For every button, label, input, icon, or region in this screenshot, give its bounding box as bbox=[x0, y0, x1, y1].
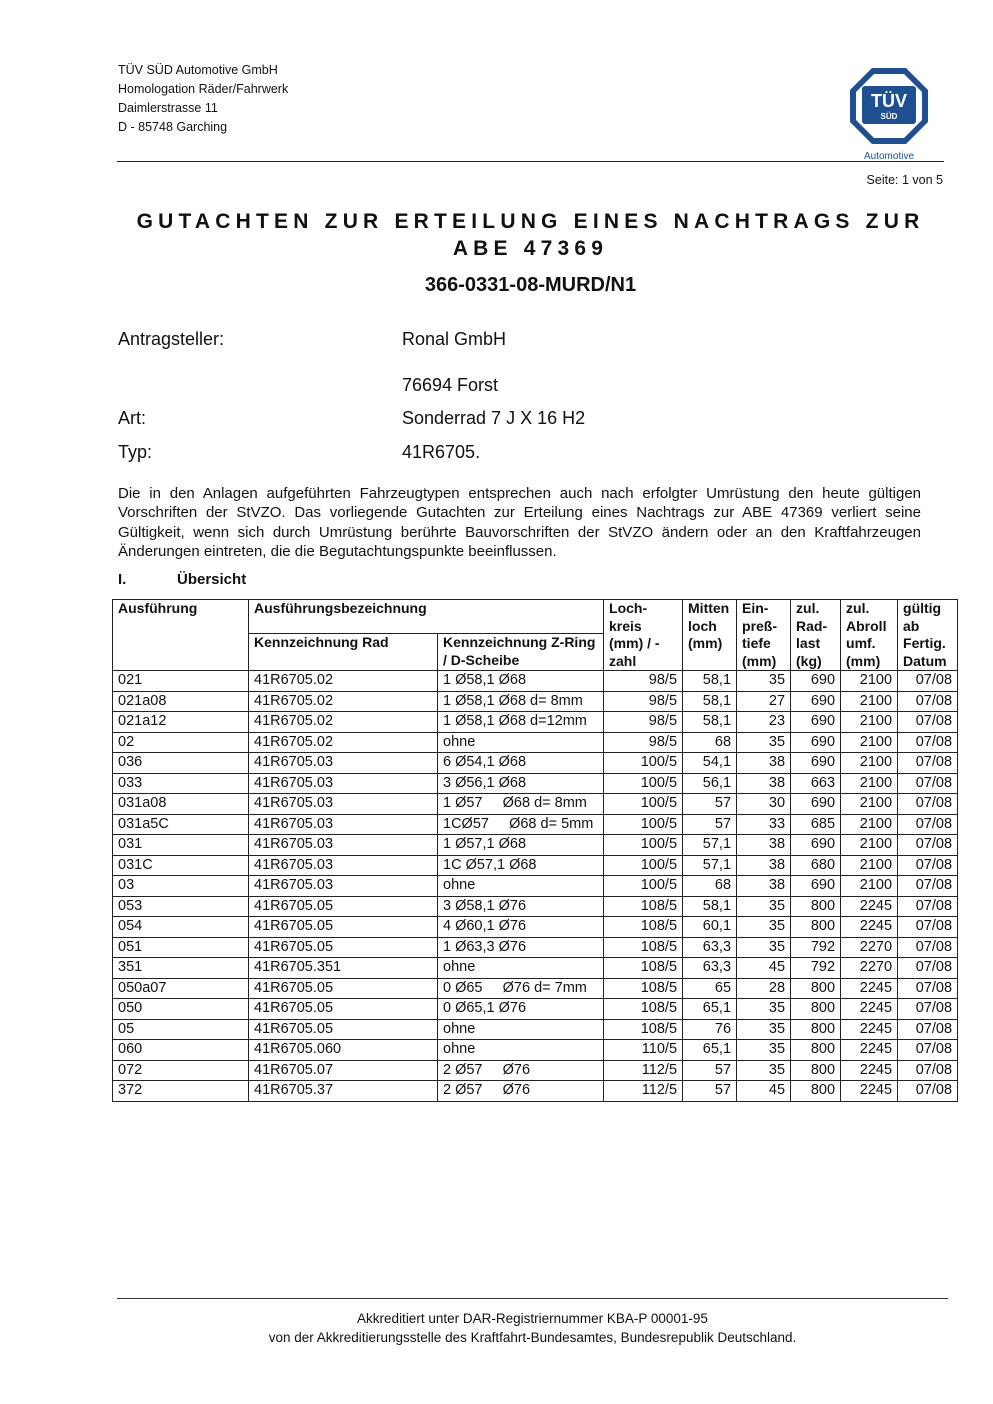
header-ausfuehrung: Ausführung bbox=[113, 600, 249, 671]
mittenloch-cell: 58,1 bbox=[683, 712, 737, 733]
abroll-cell: 2245 bbox=[841, 1081, 898, 1102]
header-radlast: zul. Rad-last (kg) bbox=[791, 600, 841, 671]
radlast-cell: 800 bbox=[791, 1040, 841, 1061]
gueltig-cell: 07/08 bbox=[898, 671, 958, 692]
lochkreis-cell: 100/5 bbox=[604, 855, 683, 876]
table-row bbox=[113, 1081, 958, 1102]
kenn-ring-cell: ohne bbox=[438, 1019, 604, 1040]
table-row bbox=[113, 835, 958, 856]
radlast-cell: 680 bbox=[791, 855, 841, 876]
ausfuehrung-cell: 031a5C bbox=[113, 814, 249, 835]
gueltig-cell: 07/08 bbox=[898, 937, 958, 958]
mittenloch-cell: 63,3 bbox=[683, 937, 737, 958]
type-row bbox=[118, 408, 586, 429]
einpress-cell: 35 bbox=[737, 999, 791, 1020]
kenn-rad-cell: 41R6705.07 bbox=[249, 1060, 438, 1081]
gueltig-cell: 07/08 bbox=[898, 917, 958, 938]
kenn-rad-cell: 41R6705.37 bbox=[249, 1081, 438, 1102]
kenn-ring-cell: 6 Ø54,1 Ø68 bbox=[438, 753, 604, 774]
ausfuehrung-cell: 372 bbox=[113, 1081, 249, 1102]
model-row bbox=[118, 442, 481, 463]
lochkreis-cell: 110/5 bbox=[604, 1040, 683, 1061]
einpress-cell: 38 bbox=[737, 835, 791, 856]
table-row bbox=[113, 773, 958, 794]
gueltig-cell: 07/08 bbox=[898, 896, 958, 917]
mittenloch-cell: 58,1 bbox=[683, 671, 737, 692]
ausfuehrung-cell: 031C bbox=[113, 855, 249, 876]
kenn-rad-cell: 41R6705.02 bbox=[249, 691, 438, 712]
logo-caption: Automotive bbox=[863, 151, 915, 162]
kenn-rad-cell: 41R6705.05 bbox=[249, 917, 438, 938]
header-gueltig: gültig ab Fertig. Datum bbox=[898, 600, 958, 671]
section-number: I. bbox=[118, 571, 127, 588]
abroll-cell: 2270 bbox=[841, 937, 898, 958]
logo-text: TÜV bbox=[871, 91, 907, 111]
mittenloch-cell: 57 bbox=[683, 814, 737, 835]
einpress-cell: 38 bbox=[737, 876, 791, 897]
table-row bbox=[113, 896, 958, 917]
ausfuehrung-cell: 050a07 bbox=[113, 978, 249, 999]
abroll-cell: 2245 bbox=[841, 978, 898, 999]
kenn-rad-cell: 41R6705.03 bbox=[249, 814, 438, 835]
kenn-ring-cell: 1 Ø58,1 Ø68 d=12mm bbox=[438, 712, 604, 733]
einpress-cell: 35 bbox=[737, 1019, 791, 1040]
radlast-cell: 690 bbox=[791, 794, 841, 815]
table-row bbox=[113, 732, 958, 753]
table-row bbox=[113, 794, 958, 815]
kenn-rad-cell: 41R6705.060 bbox=[249, 1040, 438, 1061]
type-label: Art: bbox=[118, 408, 147, 428]
einpress-cell: 35 bbox=[737, 671, 791, 692]
kenn-ring-cell: 1 Ø57,1 Ø68 bbox=[438, 835, 604, 856]
ausfuehrung-cell: 351 bbox=[113, 958, 249, 979]
model-value: 41R6705. bbox=[402, 442, 481, 462]
table-row bbox=[113, 753, 958, 774]
tuev-sued-logo bbox=[848, 66, 930, 162]
mittenloch-cell: 57 bbox=[683, 1081, 737, 1102]
lochkreis-cell: 100/5 bbox=[604, 814, 683, 835]
footer-line-2: von der Akkreditierungsstelle des Kraftfahrt-Bundesamtes, Bundesrepublik Deutschland. bbox=[268, 1330, 797, 1345]
lochkreis-cell: 108/5 bbox=[604, 1019, 683, 1040]
radlast-cell: 800 bbox=[791, 1060, 841, 1081]
kenn-ring-cell: 1CØ57 Ø68 d= 5mm bbox=[438, 814, 604, 835]
einpress-cell: 35 bbox=[737, 937, 791, 958]
table-row bbox=[113, 958, 958, 979]
model-label: Typ: bbox=[118, 442, 153, 462]
abroll-cell: 2100 bbox=[841, 671, 898, 692]
table-row bbox=[113, 671, 958, 692]
address-line: D - 85748 Garching bbox=[118, 120, 228, 134]
ausfuehrung-cell: 060 bbox=[113, 1040, 249, 1061]
lochkreis-cell: 108/5 bbox=[604, 958, 683, 979]
radlast-cell: 690 bbox=[791, 732, 841, 753]
header-abroll: zul. Abroll umf. (mm) bbox=[841, 600, 898, 671]
mittenloch-cell: 57,1 bbox=[683, 855, 737, 876]
radlast-cell: 800 bbox=[791, 978, 841, 999]
radlast-cell: 690 bbox=[791, 712, 841, 733]
abroll-cell: 2100 bbox=[841, 712, 898, 733]
header-einpress: Ein-preß-tiefe (mm) bbox=[737, 600, 791, 671]
address-line: Daimlerstrasse 11 bbox=[118, 101, 218, 115]
kenn-rad-cell: 41R6705.05 bbox=[249, 999, 438, 1020]
kenn-ring-cell: 3 Ø56,1 Ø68 bbox=[438, 773, 604, 794]
abroll-cell: 2245 bbox=[841, 917, 898, 938]
table-row bbox=[113, 691, 958, 712]
kenn-ring-cell: 1 Ø63,3 Ø76 bbox=[438, 937, 604, 958]
einpress-cell: 30 bbox=[737, 794, 791, 815]
gueltig-cell: 07/08 bbox=[898, 835, 958, 856]
table-row bbox=[113, 1060, 958, 1081]
lochkreis-cell: 100/5 bbox=[604, 876, 683, 897]
abroll-cell: 2100 bbox=[841, 753, 898, 774]
kenn-ring-cell: 4 Ø60,1 Ø76 bbox=[438, 917, 604, 938]
footer-line-1: Akkreditiert unter DAR-Registriernummer KBA-P 00001-95 bbox=[357, 1311, 708, 1326]
radlast-cell: 800 bbox=[791, 999, 841, 1020]
einpress-cell: 33 bbox=[737, 814, 791, 835]
footer-divider bbox=[117, 1298, 948, 1299]
ausfuehrung-cell: 031a08 bbox=[113, 794, 249, 815]
kenn-rad-cell: 41R6705.03 bbox=[249, 794, 438, 815]
einpress-cell: 35 bbox=[737, 917, 791, 938]
kenn-rad-cell: 41R6705.03 bbox=[249, 835, 438, 856]
abroll-cell: 2270 bbox=[841, 958, 898, 979]
lochkreis-cell: 100/5 bbox=[604, 753, 683, 774]
kenn-rad-cell: 41R6705.05 bbox=[249, 896, 438, 917]
ausfuehrung-cell: 021a08 bbox=[113, 691, 249, 712]
einpress-cell: 35 bbox=[737, 1060, 791, 1081]
gueltig-cell: 07/08 bbox=[898, 814, 958, 835]
einpress-cell: 38 bbox=[737, 773, 791, 794]
ausfuehrung-cell: 02 bbox=[113, 732, 249, 753]
validity-paragraph: Die in den Anlagen aufgeführten Fahrzeugtypen entsprechen auch nach erfolgter Umrüstung den heute gültigen Vorschriften der StVZO. Das vorliegende Gutachten zur Erteilung eines Nachtrags zur ABE 47369 verliert seine Gültigkeit, wenn sich durch Umrüstung berührte Bauvorschriften der StVZO ändern oder an den Kraftfahrzeugen Änderungen eintreten, die die Begutachtungspunkte beeinflussen. bbox=[118, 485, 921, 560]
radlast-cell: 800 bbox=[791, 1081, 841, 1102]
lochkreis-cell: 112/5 bbox=[604, 1081, 683, 1102]
mittenloch-cell: 63,3 bbox=[683, 958, 737, 979]
issuer-address bbox=[118, 61, 288, 137]
kenn-ring-cell: 1 Ø58,1 Ø68 bbox=[438, 671, 604, 692]
section-heading bbox=[118, 571, 247, 588]
kenn-ring-cell: 0 Ø65,1 Ø76 bbox=[438, 999, 604, 1020]
applicant-value: Ronal GmbH bbox=[402, 329, 507, 349]
address-line: Homologation Räder/Fahrwerk bbox=[118, 82, 289, 96]
radlast-cell: 690 bbox=[791, 835, 841, 856]
lochkreis-cell: 108/5 bbox=[604, 999, 683, 1020]
kenn-rad-cell: 41R6705.05 bbox=[249, 937, 438, 958]
kenn-rad-cell: 41R6705.03 bbox=[249, 876, 438, 897]
mittenloch-cell: 57 bbox=[683, 1060, 737, 1081]
abroll-cell: 2100 bbox=[841, 876, 898, 897]
document-number: 366-0331-08-MURD/N1 bbox=[424, 274, 637, 296]
accreditation-footer bbox=[117, 1309, 948, 1347]
ausfuehrung-cell: 05 bbox=[113, 1019, 249, 1040]
table-row bbox=[113, 1040, 958, 1061]
abroll-cell: 2100 bbox=[841, 691, 898, 712]
kenn-ring-cell: 3 Ø58,1 Ø76 bbox=[438, 896, 604, 917]
lochkreis-cell: 98/5 bbox=[604, 732, 683, 753]
mittenloch-cell: 58,1 bbox=[683, 896, 737, 917]
header-bezeichnung: Ausführungsbezeichnung bbox=[249, 600, 604, 634]
page-number: Seite: 1 von 5 bbox=[866, 173, 943, 187]
overview-table bbox=[112, 599, 958, 1102]
lochkreis-cell: 98/5 bbox=[604, 691, 683, 712]
mittenloch-cell: 57 bbox=[683, 794, 737, 815]
kenn-ring-cell: 2 Ø57 Ø76 bbox=[438, 1081, 604, 1102]
gueltig-cell: 07/08 bbox=[898, 855, 958, 876]
applicant-label: Antragsteller: bbox=[118, 329, 225, 349]
kenn-ring-cell: 0 Ø65 Ø76 d= 7mm bbox=[438, 978, 604, 999]
kenn-ring-cell: ohne bbox=[438, 732, 604, 753]
ausfuehrung-cell: 031 bbox=[113, 835, 249, 856]
table-row bbox=[113, 999, 958, 1020]
radlast-cell: 792 bbox=[791, 937, 841, 958]
gueltig-cell: 07/08 bbox=[898, 1040, 958, 1061]
table-row bbox=[113, 978, 958, 999]
header-divider bbox=[117, 161, 944, 162]
mittenloch-cell: 60,1 bbox=[683, 917, 737, 938]
mittenloch-cell: 56,1 bbox=[683, 773, 737, 794]
gueltig-cell: 07/08 bbox=[898, 1019, 958, 1040]
mittenloch-cell: 65,1 bbox=[683, 999, 737, 1020]
ausfuehrung-cell: 053 bbox=[113, 896, 249, 917]
kenn-ring-cell: ohne bbox=[438, 876, 604, 897]
title-line-1: GUTACHTEN ZUR ERTEILUNG EINES NACHTRAGS ZUR bbox=[136, 210, 925, 233]
table-row bbox=[113, 814, 958, 835]
kenn-rad-cell: 41R6705.03 bbox=[249, 773, 438, 794]
mittenloch-cell: 57,1 bbox=[683, 835, 737, 856]
einpress-cell: 45 bbox=[737, 1081, 791, 1102]
lochkreis-cell: 100/5 bbox=[604, 835, 683, 856]
kenn-ring-cell: 1 Ø57 Ø68 d= 8mm bbox=[438, 794, 604, 815]
gueltig-cell: 07/08 bbox=[898, 1081, 958, 1102]
ausfuehrung-cell: 054 bbox=[113, 917, 249, 938]
mittenloch-cell: 54,1 bbox=[683, 753, 737, 774]
radlast-cell: 663 bbox=[791, 773, 841, 794]
lochkreis-cell: 108/5 bbox=[604, 937, 683, 958]
kenn-rad-cell: 41R6705.05 bbox=[249, 1019, 438, 1040]
radlast-cell: 685 bbox=[791, 814, 841, 835]
gueltig-cell: 07/08 bbox=[898, 773, 958, 794]
gueltig-cell: 07/08 bbox=[898, 999, 958, 1020]
mittenloch-cell: 58,1 bbox=[683, 691, 737, 712]
logo-subtext: SÜD bbox=[880, 112, 898, 121]
table-row bbox=[113, 937, 958, 958]
table-row bbox=[113, 712, 958, 733]
mittenloch-cell: 65 bbox=[683, 978, 737, 999]
abroll-cell: 2100 bbox=[841, 773, 898, 794]
mittenloch-cell: 68 bbox=[683, 876, 737, 897]
table-row bbox=[113, 855, 958, 876]
gueltig-cell: 07/08 bbox=[898, 712, 958, 733]
abroll-cell: 2100 bbox=[841, 794, 898, 815]
einpress-cell: 28 bbox=[737, 978, 791, 999]
kenn-ring-cell: ohne bbox=[438, 958, 604, 979]
einpress-cell: 27 bbox=[737, 691, 791, 712]
table-row bbox=[113, 1019, 958, 1040]
kenn-ring-cell: 1 Ø58,1 Ø68 d= 8mm bbox=[438, 691, 604, 712]
header-kenn-ring: Kennzeichnung Z-Ring / D-Scheibe bbox=[438, 634, 604, 671]
mittenloch-cell: 68 bbox=[683, 732, 737, 753]
einpress-cell: 35 bbox=[737, 896, 791, 917]
kenn-rad-cell: 41R6705.02 bbox=[249, 671, 438, 692]
lochkreis-cell: 108/5 bbox=[604, 978, 683, 999]
mittenloch-cell: 76 bbox=[683, 1019, 737, 1040]
radlast-cell: 690 bbox=[791, 671, 841, 692]
einpress-cell: 23 bbox=[737, 712, 791, 733]
header-mittenloch: Mitten loch (mm) bbox=[683, 600, 737, 671]
radlast-cell: 690 bbox=[791, 753, 841, 774]
kenn-rad-cell: 41R6705.02 bbox=[249, 712, 438, 733]
gueltig-cell: 07/08 bbox=[898, 732, 958, 753]
kenn-ring-cell: ohne bbox=[438, 1040, 604, 1061]
einpress-cell: 38 bbox=[737, 855, 791, 876]
kenn-rad-cell: 41R6705.351 bbox=[249, 958, 438, 979]
city-value: 76694 Forst bbox=[402, 375, 499, 395]
ausfuehrung-cell: 033 bbox=[113, 773, 249, 794]
kenn-ring-cell: 2 Ø57 Ø76 bbox=[438, 1060, 604, 1081]
document-title bbox=[117, 208, 944, 262]
lochkreis-cell: 100/5 bbox=[604, 794, 683, 815]
abroll-cell: 2245 bbox=[841, 896, 898, 917]
kenn-ring-cell: 1C Ø57,1 Ø68 bbox=[438, 855, 604, 876]
kenn-rad-cell: 41R6705.03 bbox=[249, 855, 438, 876]
radlast-cell: 800 bbox=[791, 1019, 841, 1040]
table-row bbox=[113, 876, 958, 897]
lochkreis-cell: 108/5 bbox=[604, 917, 683, 938]
lochkreis-cell: 98/5 bbox=[604, 712, 683, 733]
abroll-cell: 2245 bbox=[841, 1040, 898, 1061]
title-line-2: ABE 47369 bbox=[452, 237, 609, 260]
applicant-row bbox=[118, 329, 507, 350]
type-value: Sonderrad 7 J X 16 H2 bbox=[402, 408, 586, 428]
ausfuehrung-cell: 036 bbox=[113, 753, 249, 774]
header-lochkreis: Loch-kreis (mm) / -zahl bbox=[604, 600, 683, 671]
kenn-rad-cell: 41R6705.02 bbox=[249, 732, 438, 753]
ausfuehrung-cell: 021 bbox=[113, 671, 249, 692]
ausfuehrung-cell: 021a12 bbox=[113, 712, 249, 733]
kenn-rad-cell: 41R6705.05 bbox=[249, 978, 438, 999]
gueltig-cell: 07/08 bbox=[898, 794, 958, 815]
radlast-cell: 792 bbox=[791, 958, 841, 979]
ausfuehrung-cell: 072 bbox=[113, 1060, 249, 1081]
ausfuehrung-cell: 050 bbox=[113, 999, 249, 1020]
abroll-cell: 2100 bbox=[841, 814, 898, 835]
gueltig-cell: 07/08 bbox=[898, 978, 958, 999]
gueltig-cell: 07/08 bbox=[898, 691, 958, 712]
abroll-cell: 2245 bbox=[841, 999, 898, 1020]
gueltig-cell: 07/08 bbox=[898, 876, 958, 897]
mittenloch-cell: 65,1 bbox=[683, 1040, 737, 1061]
section-title: Übersicht bbox=[177, 571, 247, 588]
ausfuehrung-cell: 03 bbox=[113, 876, 249, 897]
radlast-cell: 690 bbox=[791, 691, 841, 712]
gueltig-cell: 07/08 bbox=[898, 958, 958, 979]
table-row bbox=[113, 917, 958, 938]
einpress-cell: 45 bbox=[737, 958, 791, 979]
radlast-cell: 800 bbox=[791, 896, 841, 917]
address-line: TÜV SÜD Automotive GmbH bbox=[118, 63, 278, 77]
abroll-cell: 2245 bbox=[841, 1060, 898, 1081]
radlast-cell: 690 bbox=[791, 876, 841, 897]
radlast-cell: 800 bbox=[791, 917, 841, 938]
einpress-cell: 38 bbox=[737, 753, 791, 774]
abroll-cell: 2100 bbox=[841, 855, 898, 876]
einpress-cell: 35 bbox=[737, 1040, 791, 1061]
gueltig-cell: 07/08 bbox=[898, 1060, 958, 1081]
abroll-cell: 2100 bbox=[841, 732, 898, 753]
lochkreis-cell: 98/5 bbox=[604, 671, 683, 692]
abroll-cell: 2100 bbox=[841, 835, 898, 856]
ausfuehrung-cell: 051 bbox=[113, 937, 249, 958]
lochkreis-cell: 112/5 bbox=[604, 1060, 683, 1081]
einpress-cell: 35 bbox=[737, 732, 791, 753]
lochkreis-cell: 108/5 bbox=[604, 896, 683, 917]
kenn-rad-cell: 41R6705.03 bbox=[249, 753, 438, 774]
lochkreis-cell: 100/5 bbox=[604, 773, 683, 794]
gueltig-cell: 07/08 bbox=[898, 753, 958, 774]
header-kenn-rad: Kennzeichnung Rad bbox=[249, 634, 438, 671]
abroll-cell: 2245 bbox=[841, 1019, 898, 1040]
